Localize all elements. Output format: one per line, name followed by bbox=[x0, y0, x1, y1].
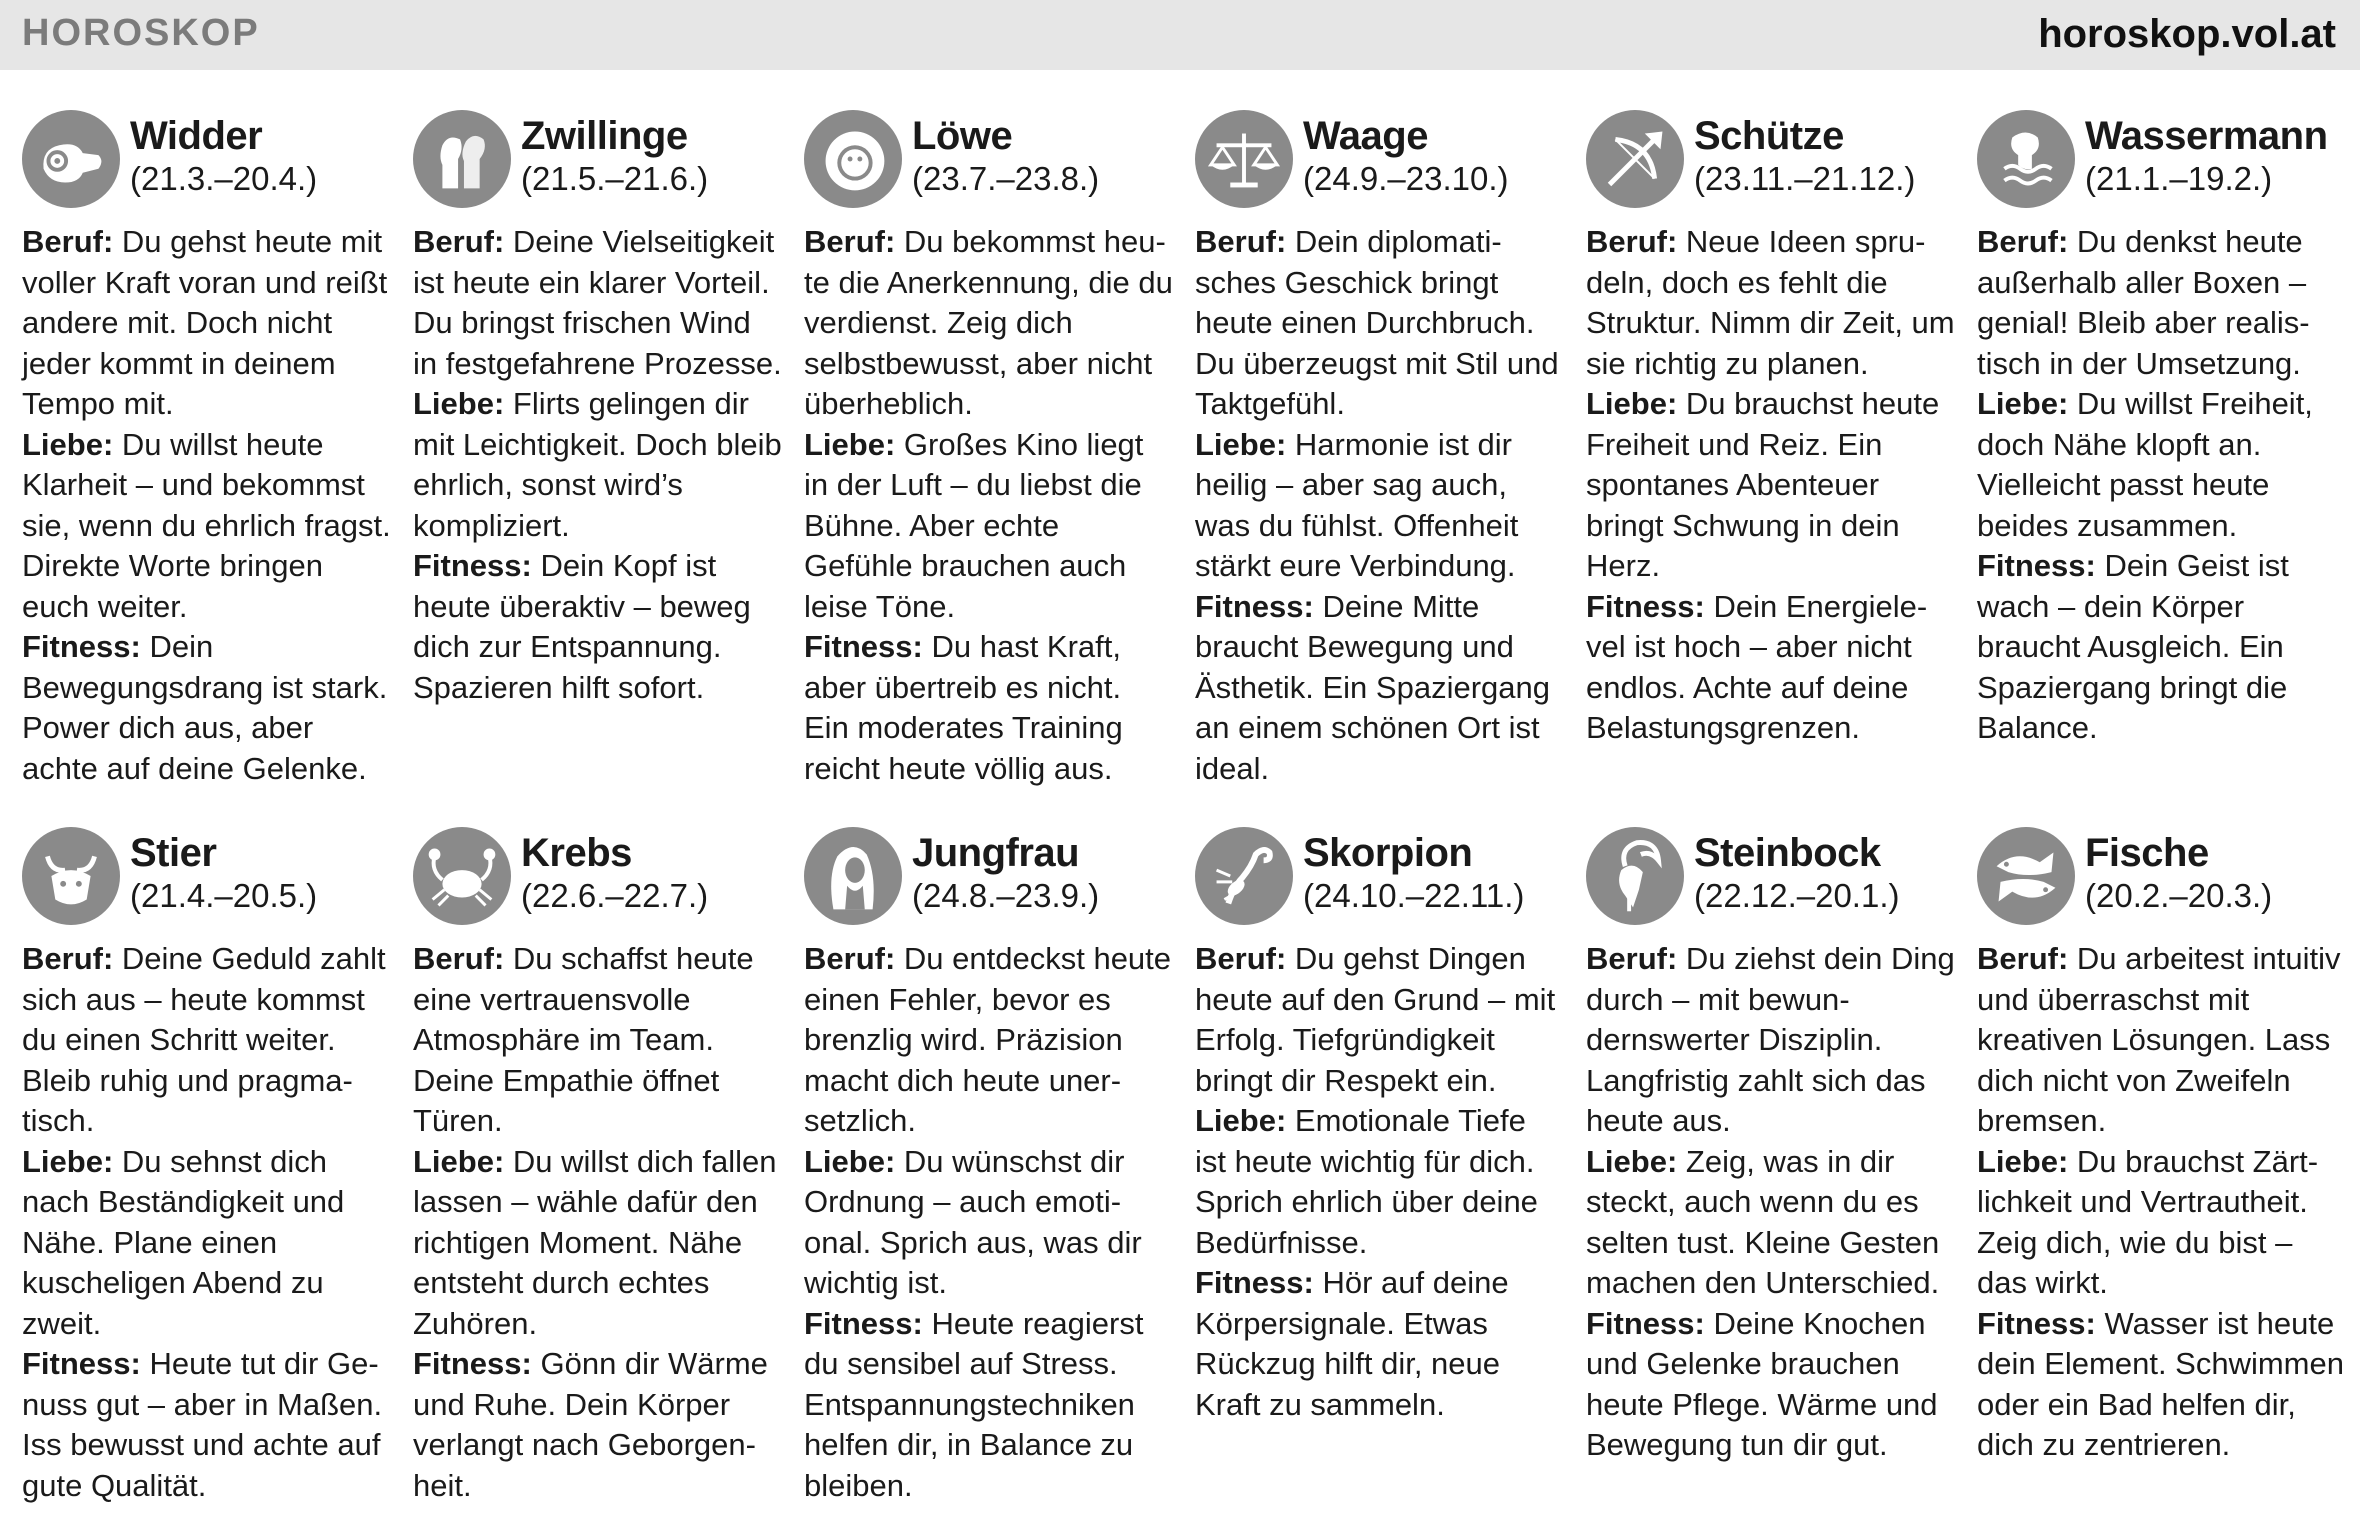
sign-text bbox=[1586, 222, 1956, 749]
liebe-text: Du brauchst Zärtlichkeit und Vertrautheit. Zeig dich, wie du bist – das wirkt. bbox=[1977, 1143, 2319, 1300]
liebe-text: Du brauchst heute Freiheit und Reiz. Ein spontanes Abenteuer bringt Schwung in dein Herz. bbox=[1586, 386, 1940, 583]
liebe-text: Du willst dich fallen lassen – wähle dafür den richtigen Moment. Nähe entsteht durch echtes Zuhören. bbox=[413, 1143, 777, 1341]
sign-dates: (22.6.–22.7.) bbox=[521, 877, 709, 914]
sign-name: Krebs bbox=[521, 831, 632, 875]
sign-name: Widder bbox=[130, 114, 263, 158]
liebe-label: Liebe: bbox=[1977, 1143, 2069, 1179]
beruf-label: Beruf: bbox=[1977, 224, 2069, 259]
cancer-crab-icon bbox=[413, 827, 511, 925]
fitness-label: Fitness: bbox=[22, 1346, 141, 1381]
pisces-fish-icon bbox=[1977, 827, 2075, 925]
fitness-text: Dein Energielevel ist hoch – aber nicht endlos. Achte auf deine Belastungsgrenzen. bbox=[1586, 588, 1928, 745]
beruf-label: Beruf: bbox=[1586, 941, 1678, 976]
sign-dates: (23.11.–21.12.) bbox=[1694, 160, 1916, 197]
sign-dates: (22.12.–20.1.) bbox=[1694, 877, 1900, 914]
fitness-text: Dein Kopf ist heute überaktiv – beweg dich zur Entspannung. Spazieren hilft sofort. bbox=[413, 548, 751, 705]
liebe-label: Liebe: bbox=[22, 426, 114, 462]
fitness-text: Hör auf deine Körpersignale. Etwas Rückzug hilft dir, neue Kraft zu sammeln. bbox=[1195, 1265, 1509, 1422]
leo-lion-icon bbox=[804, 110, 902, 208]
liebe-label: Liebe: bbox=[1977, 386, 2069, 421]
beruf-text: Deine Vielseitigkeit ist heute ein klarer Vorteil. Du bringst frischen Wind in festgefahrene Prozesse. bbox=[413, 224, 782, 381]
beruf-text: Du gehst heute mit voller Kraft voran und reißt andere mit. Doch nicht jeder kommt in deinem Tempo mit. bbox=[22, 224, 388, 421]
liebe-text: Du willst heute Klarheit – und bekommst sie, wenn du ehrlich fragst. Direkte Worte bringen euch weiter. bbox=[22, 426, 391, 624]
sign-name: Jungfrau bbox=[912, 831, 1080, 875]
liebe-label: Liebe: bbox=[1195, 1103, 1287, 1138]
fitness-label: Fitness: bbox=[1977, 1305, 2096, 1341]
fitness-text: Du hast Kraft, aber übertreib es nicht. Ein moderates Training reicht heute völlig aus. bbox=[804, 629, 1123, 786]
site-link[interactable]: horoskop.vol.at bbox=[2038, 12, 2336, 56]
sign-name: Fische bbox=[2085, 831, 2209, 875]
liebe-text: Emotionale Tiefe ist heute wichtig für dich. Sprich ehrlich über deine Bedürfnisse. bbox=[1195, 1103, 1538, 1260]
sign-name: Schütze bbox=[1694, 114, 1844, 158]
sign-text bbox=[1195, 222, 1565, 789]
beruf-text: Du arbeitest intuitiv und überraschst mit kreativen Lösungen. Lass dich nicht von Zweifeln bremsen. bbox=[1977, 941, 2341, 1138]
liebe-label: Liebe: bbox=[1586, 1143, 1678, 1179]
sign-text bbox=[413, 222, 783, 708]
fitness-text: Heute reagierst du sensibel auf Stress. Entspannungstechniken helfen dir, in Balance zu bleiben. bbox=[804, 1305, 1144, 1503]
gemini-twins-icon bbox=[413, 110, 511, 208]
beruf-label: Beruf: bbox=[1977, 941, 2069, 976]
sign-dates: (21.3.–20.4.) bbox=[130, 160, 318, 197]
sign-text bbox=[22, 939, 392, 1506]
beruf-text: Du entdeckst heute einen Fehler, bevor es brenzlig wird. Präzision macht dich heute unersetzlich. bbox=[804, 941, 1172, 1138]
sign-dates: (21.5.–21.6.) bbox=[521, 160, 709, 197]
liebe-text: Großes Kino liegt in der Luft – du liebst die Bühne. Aber echte Gefühle brauchen auch leise Töne. bbox=[804, 426, 1144, 624]
sign-name: Skorpion bbox=[1303, 831, 1473, 875]
sign-name: Steinbock bbox=[1694, 831, 1881, 875]
liebe-text: Zeig, was in dir steckt, auch wenn du es selten tust. Kleine Gesten machen den Unterschied. bbox=[1586, 1143, 1940, 1300]
sign-dates: (24.10.–22.11.) bbox=[1303, 877, 1525, 914]
sign-name: Waage bbox=[1303, 114, 1428, 158]
liebe-label: Liebe: bbox=[413, 1143, 505, 1179]
liebe-label: Liebe: bbox=[1195, 426, 1287, 462]
sign-text bbox=[804, 939, 1174, 1506]
sign-text bbox=[413, 939, 783, 1506]
fitness-label: Fitness: bbox=[1195, 588, 1314, 624]
sign-text bbox=[1195, 939, 1565, 1425]
fitness-label: Fitness: bbox=[413, 548, 532, 583]
sign-dates: (24.8.–23.9.) bbox=[912, 877, 1100, 914]
fitness-text: Heute tut dir Genuss gut – aber in Maßen. Iss bewusst und achte auf gute Qualität. bbox=[22, 1346, 383, 1503]
fitness-text: Dein Bewegungsdrang ist stark. Power dich aus, aber achte auf deine Gelenke. bbox=[22, 629, 388, 786]
page-header bbox=[0, 0, 2360, 70]
taurus-bull-icon bbox=[22, 827, 120, 925]
sign-dates: (21.4.–20.5.) bbox=[130, 877, 318, 914]
liebe-label: Liebe: bbox=[804, 426, 896, 462]
beruf-label: Beruf: bbox=[413, 941, 505, 976]
liebe-text: Du willst Freiheit, doch Nähe klopft an. Vielleicht passt heute beides zusammen. bbox=[1977, 386, 2313, 543]
sign-dates: (21.1.–19.2.) bbox=[2085, 160, 2273, 197]
fitness-label: Fitness: bbox=[804, 629, 923, 664]
fitness-text: Wasser ist heute dein Element. Schwimmen oder ein Bad helfen dir, dich zu zentrieren. bbox=[1977, 1305, 2344, 1462]
liebe-text: Harmonie ist dir heilig – aber sag auch, was du fühlst. Offenheit stärkt eure Verbindung. bbox=[1195, 426, 1519, 583]
capricorn-goat-icon bbox=[1586, 827, 1684, 925]
fitness-label: Fitness: bbox=[1586, 1305, 1705, 1341]
liebe-label: Liebe: bbox=[804, 1143, 896, 1179]
horoscope-grid bbox=[0, 70, 2360, 1531]
beruf-text: Du ziehst dein Ding durch – mit bewundernswerter Disziplin. Langfristig zahlt sich das heute aus. bbox=[1586, 941, 1955, 1138]
beruf-text: Du gehst Dingen heute auf den Grund – mit Erfolg. Tiefgründigkeit bringt dir Respekt ein. bbox=[1195, 941, 1556, 1098]
liebe-label: Liebe: bbox=[22, 1143, 114, 1179]
sign-text bbox=[1586, 939, 1956, 1466]
sign-dates: (23.7.–23.8.) bbox=[912, 160, 1100, 197]
fitness-text: Dein Geist ist wach – dein Körper braucht Ausgleich. Ein Spaziergang bringt die Balance. bbox=[1977, 548, 2289, 745]
aries-ram-icon bbox=[22, 110, 120, 208]
page-title: HOROSKOP bbox=[22, 12, 260, 54]
fitness-label: Fitness: bbox=[22, 629, 141, 664]
beruf-label: Beruf: bbox=[22, 941, 114, 976]
sign-text bbox=[804, 222, 1174, 789]
liebe-text: Flirts gelingen dir mit Leichtigkeit. Doch bleib ehrlich, sonst wird’s kompliziert. bbox=[413, 386, 782, 543]
beruf-label: Beruf: bbox=[804, 941, 896, 976]
beruf-text: Du bekommst heute die Anerkennung, die du verdienst. Zeig dich selbstbewusst, aber nicht überheblich. bbox=[804, 224, 1173, 421]
beruf-label: Beruf: bbox=[413, 224, 505, 259]
liebe-text: Du sehnst dich nach Beständigkeit und Nähe. Plane einen kuscheligen Abend zu zweit. bbox=[22, 1143, 345, 1341]
beruf-text: Dein diplomatisches Geschick bringt heute einen Durchbruch. Du überzeugst mit Stil und Taktgefühl. bbox=[1195, 224, 1559, 421]
sagittarius-archer-icon bbox=[1586, 110, 1684, 208]
fitness-label: Fitness: bbox=[1977, 548, 2096, 583]
fitness-label: Fitness: bbox=[1195, 1265, 1314, 1300]
beruf-label: Beruf: bbox=[1195, 224, 1287, 259]
liebe-label: Liebe: bbox=[1586, 386, 1678, 421]
sign-name: Wassermann bbox=[2085, 114, 2328, 158]
sign-text bbox=[1977, 939, 2347, 1466]
liebe-text: Du wünschst dir Ordnung – auch emotional. Sprich aus, was dir wichtig ist. bbox=[804, 1143, 1142, 1300]
beruf-text: Du denkst heute außerhalb aller Boxen – genial! Bleib aber realistisch in der Umsetzung. bbox=[1977, 224, 2310, 381]
beruf-label: Beruf: bbox=[1195, 941, 1287, 976]
fitness-label: Fitness: bbox=[804, 1305, 923, 1341]
aquarius-water-bearer-icon bbox=[1977, 110, 2075, 208]
virgo-maiden-icon bbox=[804, 827, 902, 925]
fitness-text: Deine Mitte braucht Bewegung und Ästhetik. Ein Spaziergang an einem schönen Ort ist ideal. bbox=[1195, 588, 1550, 786]
fitness-label: Fitness: bbox=[413, 1346, 532, 1381]
sign-dates: (20.2.–20.3.) bbox=[2085, 877, 2273, 914]
liebe-label: Liebe: bbox=[413, 386, 505, 421]
beruf-label: Beruf: bbox=[804, 224, 896, 259]
fitness-label: Fitness: bbox=[1586, 588, 1705, 624]
beruf-text: Deine Geduld zahlt sich aus – heute kommst du einen Schritt weiter. Bleib ruhig und pragmatisch. bbox=[22, 941, 386, 1138]
fitness-text: Gönn dir Wärme und Ruhe. Dein Körper verlangt nach Geborgenheit. bbox=[413, 1346, 768, 1503]
sign-name: Löwe bbox=[912, 114, 1013, 158]
beruf-label: Beruf: bbox=[22, 224, 114, 259]
beruf-text: Neue Ideen sprudeln, doch es fehlt die Struktur. Nimm dir Zeit, um sie richtig zu planen. bbox=[1586, 224, 1955, 381]
libra-scales-icon bbox=[1195, 110, 1293, 208]
scorpio-scorpion-icon bbox=[1195, 827, 1293, 925]
sign-name: Stier bbox=[130, 831, 217, 875]
sign-dates: (24.9.–23.10.) bbox=[1303, 160, 1509, 197]
beruf-label: Beruf: bbox=[1586, 224, 1678, 259]
fitness-text: Deine Knochen und Gelenke brauchen heute Pflege. Wärme und Bewegung tun dir gut. bbox=[1586, 1305, 1938, 1462]
sign-text bbox=[22, 222, 392, 789]
sign-text bbox=[1977, 222, 2347, 749]
beruf-text: Du schaffst heute eine vertrauensvolle Atmosphäre im Team. Deine Empathie öffnet Türen. bbox=[413, 941, 754, 1138]
sign-name: Zwillinge bbox=[521, 114, 688, 158]
